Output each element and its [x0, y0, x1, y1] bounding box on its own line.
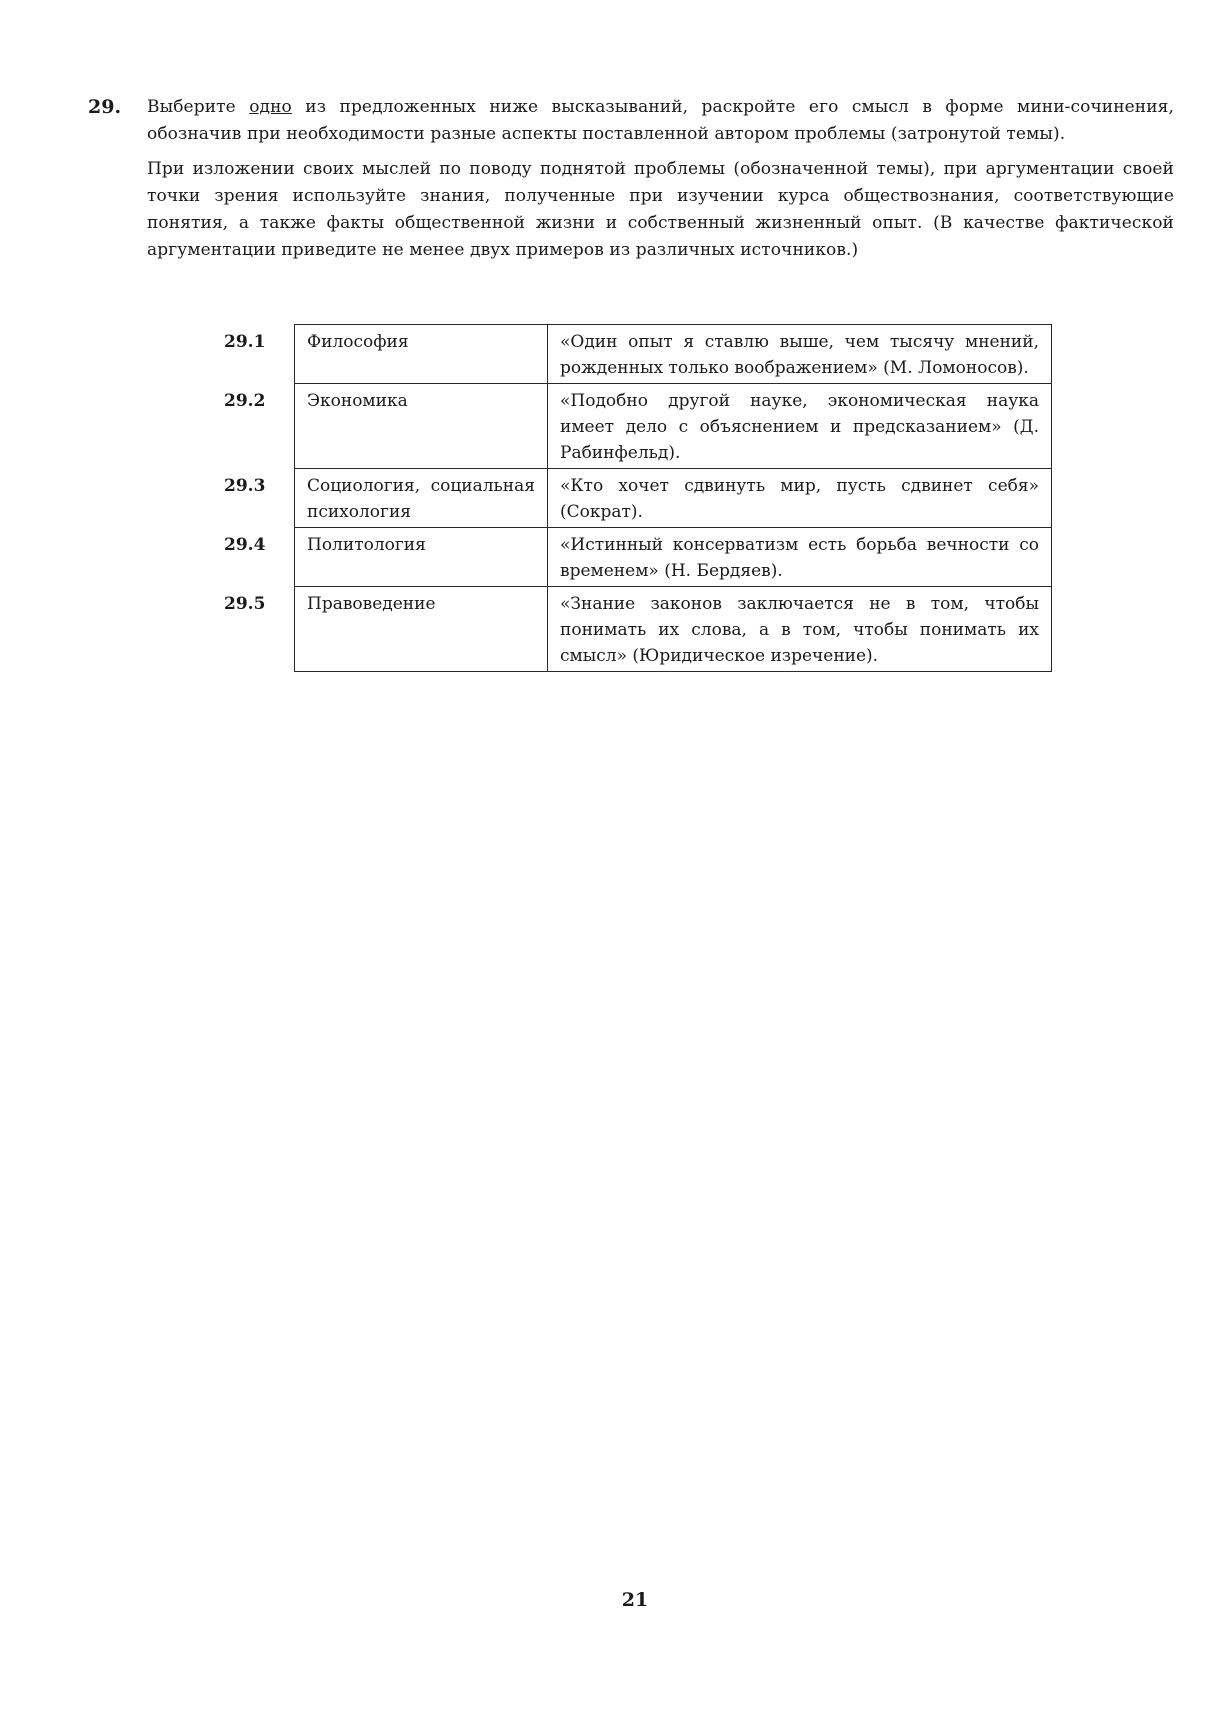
row-number: 29.5 — [224, 593, 266, 614]
table-row — [222, 325, 1052, 384]
row-number: 29.3 — [224, 475, 266, 496]
task-intro-underlined: одно — [249, 97, 292, 117]
row-subject: Философия — [295, 325, 548, 384]
task-intro-end: из предложенных ниже высказываний, раскройте его смысл в форме мини-сочинения, обозначив при необходимости разные аспекты поставленной автором проблемы (затронутой темы). — [147, 97, 1174, 144]
table-row — [222, 384, 1052, 469]
row-number: 29.1 — [224, 331, 266, 352]
table-row — [222, 469, 1052, 528]
task-number: 29. — [88, 96, 122, 118]
row-subject: Экономика — [295, 384, 548, 469]
row-quote: «Подобно другой науке, экономическая наука имеет дело с объяснением и предсказанием» (Д. Рабинфельд). — [548, 384, 1052, 469]
task-intro — [147, 94, 1174, 148]
row-quote: «Один опыт я ставлю выше, чем тысячу мнений, рожденных только воображением» (М. Ломоносов). — [548, 325, 1052, 384]
row-subject: Политология — [295, 528, 548, 587]
row-number: 29.2 — [224, 390, 266, 411]
row-subject: Социология, социальная психология — [295, 469, 548, 528]
task-intro-start: Выберите — [147, 97, 250, 117]
topics-table — [222, 324, 1052, 672]
task-body — [147, 94, 1174, 264]
task-instructions: При изложении своих мыслей по поводу поднятой проблемы (обозначенной темы), при аргументации своей точки зрения используйте знания, полученные при изучении курса обществознания, соответствующие понятия, а также факты общественной жизни и собственный жизненный опыт. (В качестве фактической аргументации приведите не менее двух примеров из различных источников.) — [147, 159, 1174, 260]
row-quote: «Кто хочет сдвинуть мир, пусть сдвинет себя» (Сократ). — [548, 469, 1052, 528]
table-row — [222, 528, 1052, 587]
row-quote: «Истинный консерватизм есть борьба вечности со временем» (Н. Бердяев). — [548, 528, 1052, 587]
table-row — [222, 587, 1052, 672]
row-number: 29.4 — [224, 534, 266, 555]
row-subject: Правоведение — [295, 587, 548, 672]
row-quote: «Знание законов заключается не в том, чтобы понимать их слова, а в том, чтобы понимать их смысл» (Юридическое изречение). — [548, 587, 1052, 672]
page-number: 21 — [621, 1589, 649, 1611]
